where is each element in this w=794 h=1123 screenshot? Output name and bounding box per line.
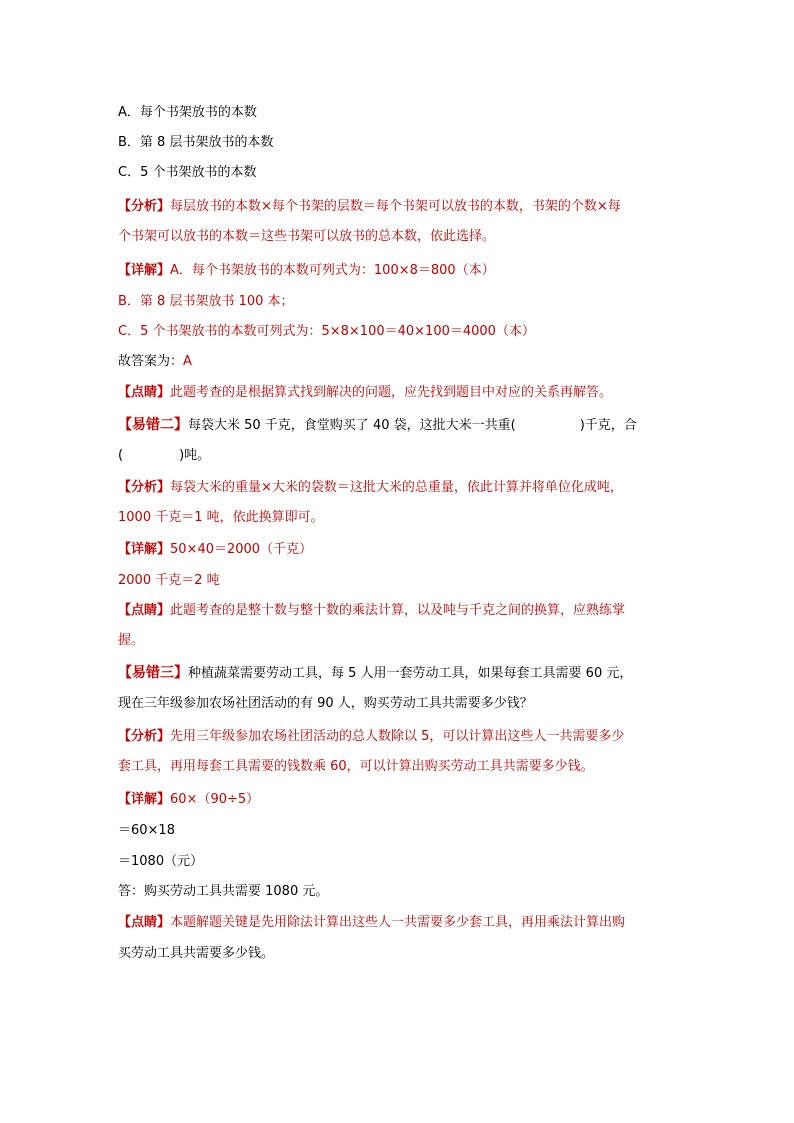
q3-detail-line-3: ＝1080（元） [118,854,204,869]
q2-analysis-line-2: 1000 千克＝1 吨，依此换算即可。 [118,510,324,525]
q2-question-text-c: ( [118,448,124,463]
q3-answer-line: 答：购买劳动工具共需要 1080 元。 [118,884,329,899]
analysis-text: 每袋大米的重量×大米的袋数＝这批大米的总重量，依此计算并将单位化成吨， [170,480,623,495]
answer-label: 故答案为： [118,354,184,369]
q1-analysis-line-1 [118,198,621,216]
comment-text: 此题考查的是根据算式找到解决的问题，应先找到题目中对应的关系再解答。 [170,385,613,400]
q3-detail-line-2: ＝60×18 [118,823,175,838]
q3-question-line-2: 现在三年级参加农场社团活动的有 90 人，购买劳动工具共需要多少钱？ [118,696,533,711]
q2-question-line-2 [118,447,210,465]
analysis-text: 先用三年级参加农场社团活动的总人数除以 5，可以计算出这些人一共需要多少 [170,729,625,744]
q2-question-text-d: )吨。 [179,448,211,463]
q2-question-line-1 [118,416,637,435]
analysis-tag: 【分析】 [118,480,171,495]
detail-tag: 【详解】 [118,263,171,278]
q3-analysis-line-2: 套工具，再用每套工具需要的钱数乘 60，可以计算出购买劳动工具共需要多少钱。 [118,759,594,774]
q2-analysis-line-1 [118,479,623,497]
option-b: B．第 8 层书架放书的本数 [118,135,274,150]
option-a: A．每个书架放书的本数 [118,105,257,120]
q1-detail-line-2: B．第 8 层书架放书 100 本； [118,294,294,309]
comment-tag: 【点睛】 [118,603,171,618]
q2-comment-line-1 [118,602,625,620]
q2-detail-line-2: 2000 千克＝2 吨 [118,573,220,588]
q3-question-line-1 [118,664,632,683]
q1-comment-line [118,384,612,402]
q3-question-text: 种植蔬菜需要劳动工具，每 5 人用一套劳动工具，如果每套工具需要 60 元， [188,666,633,681]
comment-tag: 【点睛】 [118,915,171,930]
analysis-tag: 【分析】 [118,199,171,214]
q1-detail-line-1 [118,262,495,280]
analysis-tag: 【分析】 [118,729,171,744]
q3-detail-line-1 [118,791,259,809]
q2-question-text-b: )千克，合 [579,418,637,433]
detail-tag: 【详解】 [118,792,171,807]
detail-text: A．每个书架放书的本数可列式为：100×8＝800（本） [170,263,495,278]
option-c: C．5 个书架放书的本数 [118,165,257,180]
q1-answer-line [118,353,192,371]
q2-comment-line-2: 握。 [118,633,145,648]
q3-analysis-line-1 [118,728,624,746]
comment-tag: 【点睛】 [118,385,171,400]
answer-value: A [183,354,192,369]
q2-title-tag: 【易错二】 [118,417,188,433]
q3-title-tag: 【易错三】 [118,665,188,681]
q1-analysis-line-2: 个书架可以放书的本数＝这些书架可以放书的总本数，依此选择。 [118,229,496,244]
detail-tag: 【详解】 [118,542,171,557]
analysis-text: 每层放书的本数×每个书架的层数＝每个书架可以放书的本数，书架的个数×每 [170,199,621,214]
q3-comment-line-1 [118,914,625,932]
detail-text: 50×40＝2000（千克） [170,542,313,557]
comment-text: 本题解题关键是先用除法计算出这些人一共需要多少套工具，再用乘法计算出购 [170,915,626,930]
comment-text: 此题考查的是整十数与整十数的乘法计算，以及吨与千克之间的换算，应熟练掌 [170,603,626,618]
q1-detail-line-3: C．5 个书架放书的本数可列式为：5×8×100＝40×100＝4000（本） [118,324,535,339]
q2-question-text-a: 每袋大米 50 千克，食堂购买了 40 袋，这批大米一共重( [188,418,516,433]
q3-comment-line-2: 买劳动工具共需要多少钱。 [118,946,275,961]
detail-text: 60×（90÷5） [170,792,260,807]
q2-detail-line-1 [118,541,312,559]
